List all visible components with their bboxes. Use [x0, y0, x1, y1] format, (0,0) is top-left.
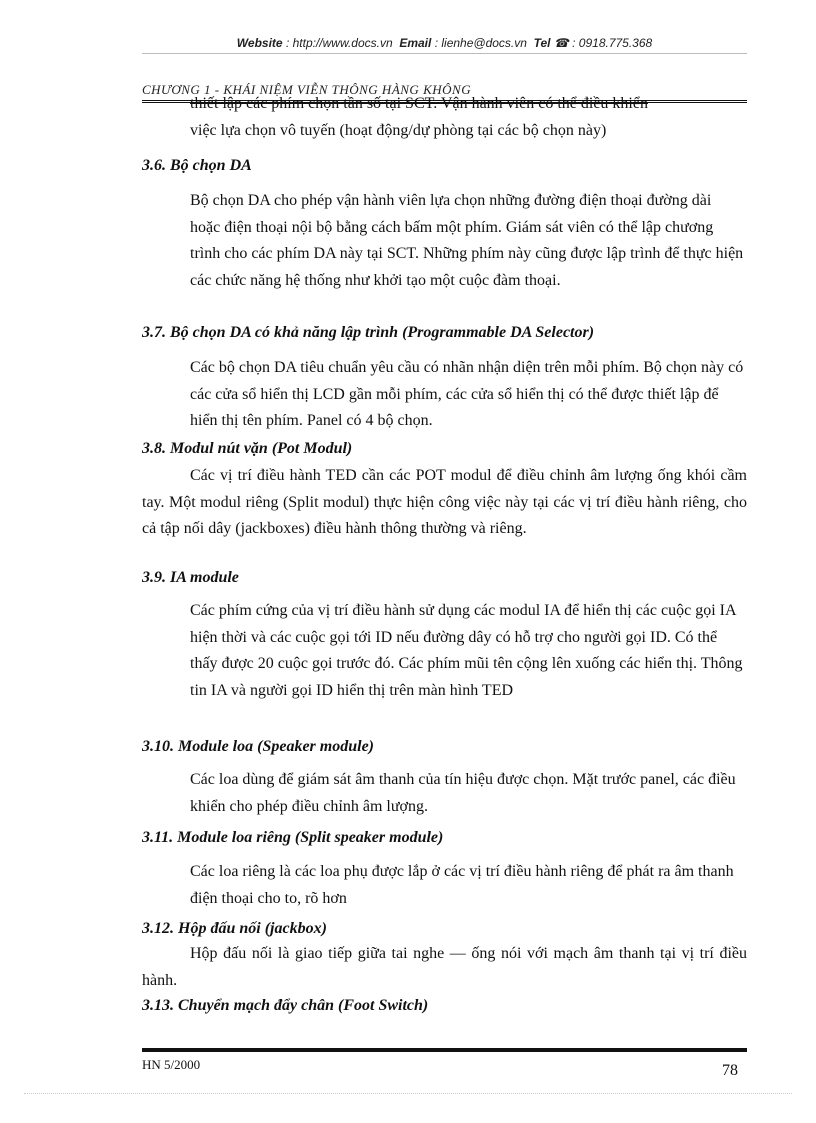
- intro-line-1: thiết lập các phím chọn tần số tại SCT. Vận hành viên có thể điều khiển: [190, 95, 648, 112]
- section-body: Các phím cứng của vị trí điều hành sử dụng các modul IA để hiển thị các cuộc gọi IA hiện thời và các cuộc gọi tới ID nếu đường dây có hỗ trợ cho người gọi ID. Có thể thấy được 20 cuộc gọi trước đó. Các phím mũi tên cộng lên xuống các hiển thị. Thông tin IA và người gọi ID hiển thị trên màn hình TED: [190, 602, 743, 699]
- tel-label: Tel: [533, 36, 551, 50]
- section-body: Bộ chọn DA cho phép vận hành viên lựa chọn những đường điện thoại đường dài hoặc điện thoại nội bộ bằng cách bấm một phím. Giám sát viên có thể lập chương trình cho các phím DA này tại SCT. Những phím này cũng được lập trình để thực hiện các chức năng hệ thống như khởi tạo một cuộc đàm thoại.: [190, 192, 744, 289]
- section-body: Các loa riêng là các loa phụ được lắp ở các vị trí điều hành riêng để phát ra âm thanh điện thoại cho to, rõ hơn: [190, 863, 734, 907]
- section-heading: 3.12. Hộp đấu nối (jackbox): [142, 920, 327, 937]
- email-value: : lienhe@docs.vn: [434, 36, 527, 50]
- header-rule: [142, 53, 747, 54]
- page-number: 78: [722, 1062, 738, 1079]
- section-heading: 3.9. IA module: [142, 569, 239, 586]
- tel-value: ☎ : 0918.775.368: [553, 36, 653, 50]
- website-label: Website: [236, 36, 283, 50]
- intro-line-2: việc lựa chọn vô tuyến (hoạt động/dự phòng tại các bộ chọn này): [190, 122, 607, 139]
- email-label: Email: [399, 36, 432, 50]
- section-heading: 3.8. Modul nút vặn (Pot Modul): [142, 440, 353, 457]
- footer-rule: [142, 1048, 747, 1052]
- section-heading: 3.10. Module loa (Speaker module): [142, 738, 374, 755]
- section-heading: 3.11. Module loa riêng (Split speaker module): [142, 829, 444, 846]
- section-heading: 3.6. Bộ chọn DA: [142, 157, 252, 174]
- section-body: Các bộ chọn DA tiêu chuẩn yêu cầu có nhãn nhận diện trên mỗi phím. Bộ chọn này có các cửa sổ hiển thị LCD gần mỗi phím, các cửa sổ hiển thị có thể được thiết lập để hiển thị tên phím. Panel có 4 bộ chọn.: [190, 359, 744, 429]
- section-body: Các loa dùng để giám sát âm thanh của tín hiệu được chọn. Mặt trước panel, các điều khiển cho phép điều chỉnh âm lượng.: [190, 771, 736, 815]
- page-edge-dotted-line: [24, 1093, 792, 1094]
- section-body: Các vị trí điều hành TED cần các POT modul để điều chỉnh âm lượng ống khói cầm tay. Một modul riêng (Split modul) thực hiện công việc này tại các vị trí điều hành riêng, cho cả tập nối dây (jackboxes) điều hành thông thường và riêng.: [142, 467, 747, 537]
- website-value: : http://www.docs.vn: [285, 36, 393, 50]
- section-heading: 3.7. Bộ chọn DA có khả năng lập trình (Programmable DA Selector): [142, 324, 595, 341]
- footer-date: HN 5/2000: [142, 1057, 201, 1072]
- section-heading: 3.13. Chuyển mạch đẩy chân (Foot Switch): [142, 997, 429, 1014]
- page-header: [142, 36, 747, 50]
- chapter-title: CHƯƠNG 1 - KHÁI NIỆM VIỄN THÔNG HÀNG KHÔNG: [142, 82, 472, 97]
- section-body: Hộp đấu nối là giao tiếp giữa tai nghe — ống nói với mạch âm thanh tại vị trí điều hành.: [142, 945, 747, 989]
